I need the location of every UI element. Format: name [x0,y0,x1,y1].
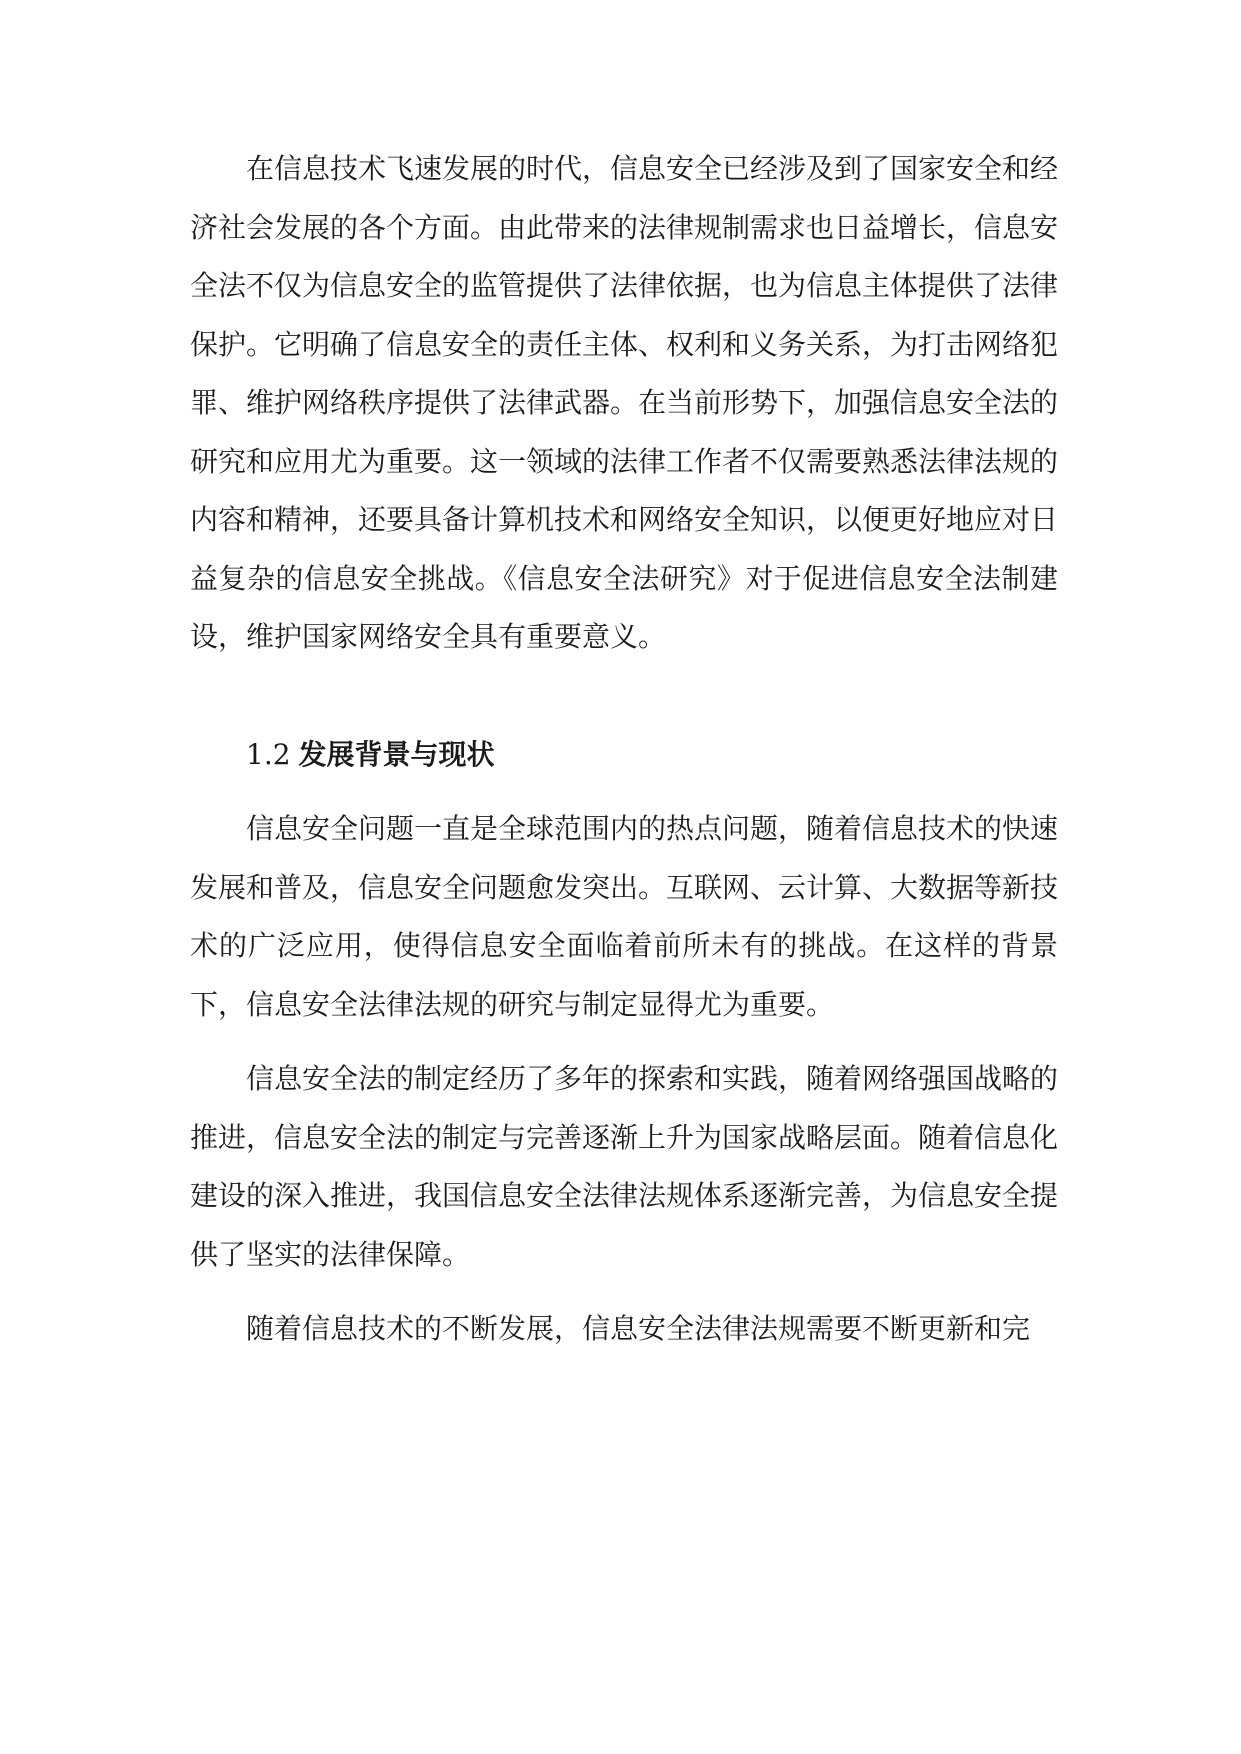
section-heading [190,726,1058,785]
document-page [190,140,1058,1359]
body-paragraph: 信息安全问题一直是全球范围内的热点问题，随着信息技术的快速发展和普及，信息安全问题愈发突出。互联网、云计算、大数据等新技术的广泛应用，使得信息安全面临着前所未有的挑战。在这样的背景下，信息安全法律法规的研究与制定显得尤为重要。 [190,812,1059,1021]
body-paragraph: 在信息技术飞速发展的时代，信息安全已经涉及到了国家安全和经济社会发展的各个方面。由此带来的法律规制需求也日益增长，信息安全法不仅为信息安全的监管提供了法律依据，也为信息主体提供了法律保护。它明确了信息安全的责任主体、权利和义务关系，为打击网络犯罪、维护网络秩序提供了法律武器。在当前形势下，加强信息安全法的研究和应用尤为重要。这一领域的法律工作者不仅需要熟悉法律法规的内容和精神，还要具备计算机技术和网络安全知识，以便更好地应对日益复杂的信息安全挑战。《信息安全法研究》对于促进信息安全法制建设，维护国家网络安全具有重要意义。 [190,152,1059,653]
section-number: 1.2 [246,737,291,771]
body-paragraph: 随着信息技术的不断发展，信息安全法律法规需要不断更新和完 [246,1312,1031,1345]
body-paragraph: 信息安全法的制定经历了多年的探索和实践，随着网络强国战略的推进，信息安全法的制定与完善逐渐上升为国家战略层面。随着信息化建设的深入推进，我国信息安全法律法规体系逐渐完善，为信息安全提供了坚实的法律保障。 [190,1062,1059,1271]
section-title: 发展背景与现状 [298,737,495,771]
